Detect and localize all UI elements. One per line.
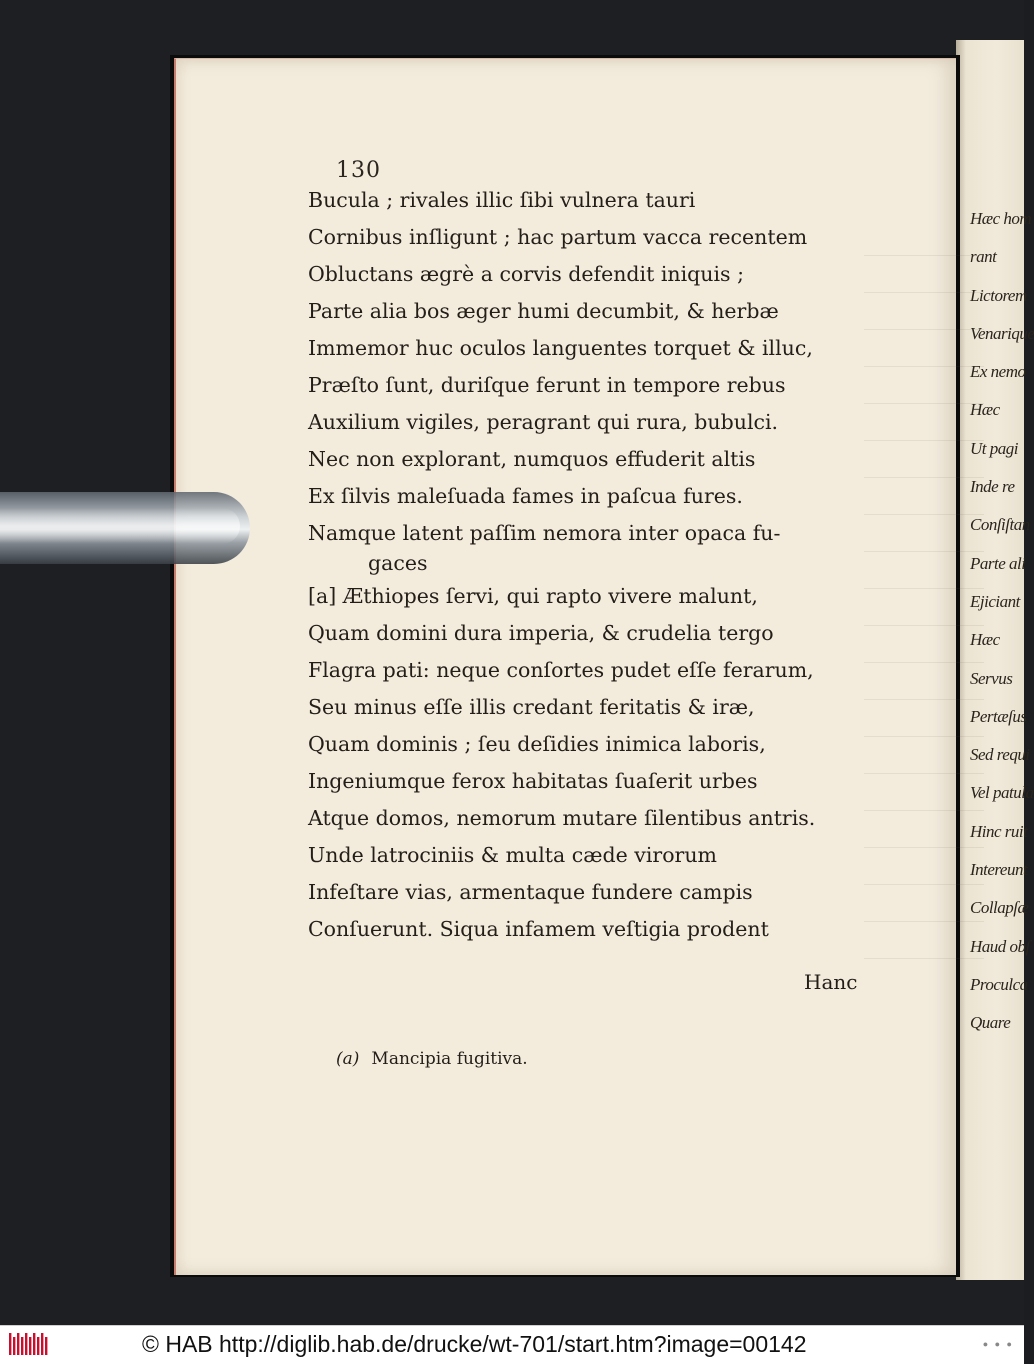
next-page-line: Proculca — [970, 974, 1028, 994]
next-page-line: Ejiciant — [970, 591, 1020, 611]
next-page-line: Lictorem — [970, 285, 1027, 305]
footer-bar — [0, 1325, 1024, 1364]
next-page-line: Servus — [970, 668, 1013, 688]
hab-logo-icon — [8, 1331, 48, 1357]
next-page-line: Venarique — [970, 323, 1034, 343]
verse-line: Atque domos, nemorum mutare ſilentibus antris. — [308, 806, 816, 830]
verse-line: Præſto ſunt, duriſque ferunt in tempore rebus — [308, 373, 786, 397]
logo-bar — [21, 1337, 23, 1355]
copyright-url-text[interactable]: © HAB http://diglib.hab.de/drucke/wt-701/start.htm?image=00142 — [142, 1331, 807, 1357]
next-page-line: Parte ali — [970, 553, 1026, 573]
verse-line: Ingeniumque ferox habitatas ſuaſerit urbes — [308, 769, 758, 793]
footnote-text: Mancipia fugitiva. — [371, 1049, 528, 1069]
verse-line: gaces — [368, 551, 428, 575]
page-number: 130 — [336, 158, 381, 183]
next-page-line: Ex nemo — [970, 362, 1026, 382]
verse-text — [308, 182, 908, 948]
next-page-line: Quare — [970, 1013, 1011, 1033]
verse-line: Quam dominis ; ſeu deſidies inimica laboris, — [308, 732, 766, 756]
next-page-line: Hæc — [970, 400, 1000, 420]
logo-bar — [9, 1333, 11, 1355]
verse-line: Seu minus eſſe illis credant feritatis & iræ, — [308, 695, 755, 719]
next-page-line: Ut pagi — [970, 438, 1018, 458]
logo-bar — [25, 1333, 27, 1355]
logo-bar — [17, 1333, 19, 1355]
next-page-line: Hæc — [970, 630, 1000, 650]
footnote — [336, 1049, 528, 1069]
verse-line: Conſuerunt. Siqua infamem veſtigia prodent — [308, 917, 769, 941]
verse-line: Ex ſilvis maleſuada fames in paſcua fures. — [308, 484, 743, 508]
next-page-line: Conſiſtan — [970, 515, 1030, 535]
verse-line: Immemor huc oculos languentes torquet & illuc, — [308, 336, 813, 360]
verse-line: Bucula ; rivales illic ſibi vulnera tauri — [308, 188, 696, 212]
next-page-line: Sed requi — [970, 745, 1030, 765]
verse-line: Quam domini dura imperia, & crudelia tergo — [308, 621, 774, 645]
verse-line: Nec non explorant, numquos effuderit altis — [308, 447, 756, 471]
footer-dots-icon: ● ● ● — [982, 1339, 1014, 1349]
next-page-line: rant — [970, 247, 997, 267]
verse-line: Namque latent paſſim nemora inter opaca fu- — [308, 521, 781, 545]
footnote-mark: (a) — [336, 1049, 360, 1069]
next-page-line: Vel patula — [970, 783, 1034, 803]
verse-line: Obluctans ægrè a corvis defendit iniquis ; — [308, 262, 744, 286]
next-page-line: Pertæſus — [970, 706, 1027, 726]
verse-line: Infeſtare vias, armentaque fundere campis — [308, 880, 753, 904]
verse-line: Cornibus inſligunt ; hac partum vacca recentem — [308, 225, 808, 249]
logo-bar — [45, 1337, 47, 1355]
logo-bar — [13, 1337, 15, 1355]
next-page-line: Inde re — [970, 477, 1015, 497]
page-clip-highlight — [0, 508, 240, 544]
verse-line: Flagra pati: neque conſortes pudet eſſe ferarum, — [308, 658, 814, 682]
next-page-line: Collapſæ — [970, 898, 1029, 918]
next-page-line: Intereunt — [970, 860, 1028, 880]
next-page-line: Hinc ruit — [970, 821, 1028, 841]
verse-line: Unde latrociniis & multa cæde virorum — [308, 843, 717, 867]
logo-bar — [41, 1333, 43, 1355]
verse-line: Auxilium vigiles, peragrant qui rura, bubulci. — [308, 410, 779, 434]
verse-line: Parte alia bos æger humi decumbit, & herbæ — [308, 299, 779, 323]
catchword: Hanc — [804, 970, 858, 994]
next-page-line: Hæc hom — [970, 209, 1032, 228]
next-page-line: Haud obſ — [970, 936, 1030, 956]
logo-bar — [29, 1337, 31, 1355]
logo-bar — [33, 1333, 35, 1355]
logo-bar — [37, 1337, 39, 1355]
verse-line: [a] Æthiopes ſervi, qui rapto vivere malunt, — [308, 584, 758, 608]
